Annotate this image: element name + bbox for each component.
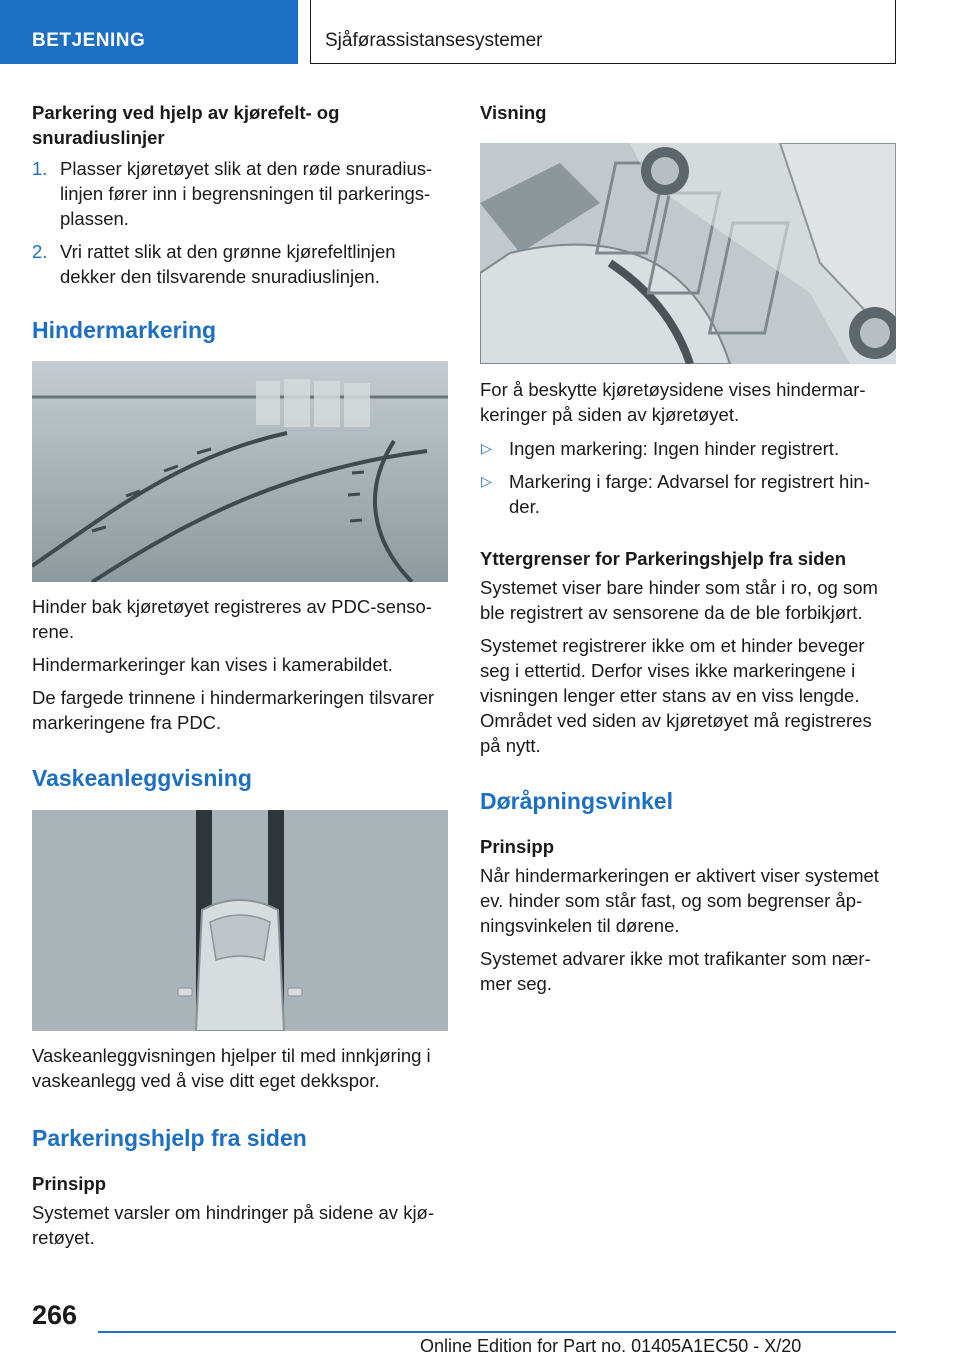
hinder-paragraph-1: Hinder bak kjøretøyet registreres av PDC-senso-rene. — [32, 596, 432, 642]
parking-steps — [32, 156, 448, 289]
hinder-paragraph-2: Hindermarkeringer kan vises i kamerabildet. — [32, 654, 393, 675]
hinder-heading: Hindermarkering — [32, 317, 217, 343]
list-item-text: Markering i farge: Advarsel for registrert hin-der. — [509, 471, 870, 517]
side-view-image — [480, 143, 896, 364]
step-text: Plasser kjøretøyet slik at den røde snuradius-linjen fører inn i begrensningen til parkerings-plassen. — [60, 158, 433, 229]
step-text: Vri rattet slik at den grønne kjørefeltlinjen dekker den tilsvarende snuradiuslinjen. — [60, 241, 396, 287]
left-column — [32, 100, 448, 1250]
step-item — [32, 156, 448, 231]
step-number: 1. — [32, 158, 48, 179]
section-title: BETJENING — [32, 30, 146, 51]
obstacle-marking-image — [32, 361, 448, 582]
limits-paragraph-2: Systemet registrerer ikke om et hinder beveger seg i ettertid. Derfor vises ikke markeringene i visningen lenger etter stans av en viss lengde. Området ved siden av kjøretøyet må registreres på nytt. — [480, 635, 872, 756]
step-item — [32, 239, 448, 289]
door-paragraph-1: Når hindermarkeringen er aktivert viser systemet ev. hinder som står fast, og som begrenser åp-ningsvinkelen til dørene. — [480, 865, 879, 936]
door-principle-subhead: Prinsipp — [480, 836, 555, 857]
wash-paragraph: Vaskeanleggvisningen hjelper til med innkjøring i vaskeanlegg ved å vise ditt eget dekkspor. — [32, 1045, 431, 1091]
door-heading: Døråpningsvinkel — [480, 788, 673, 814]
hinder-paragraph-3: De fargede trinnene i hindermarkeringen tilsvarer markeringene fra PDC. — [32, 687, 435, 733]
footer-rule — [98, 1331, 896, 1333]
page-number: 266 — [32, 1300, 78, 1330]
car-wash-image — [32, 810, 448, 1031]
wash-heading: Vaskeanleggvisning — [32, 765, 252, 791]
side-paragraph: Systemet varsler om hindringer på sidene av kjø-retøyet. — [32, 1202, 435, 1248]
list-item-text: Ingen markering: Ingen hinder registrert. — [509, 438, 840, 459]
view-title: Visning — [480, 102, 547, 123]
view-paragraph: For å beskytte kjøretøysidene vises hindermar-keringer på siden av kjøretøyet. — [480, 379, 866, 425]
right-column — [480, 100, 896, 996]
triangle-icon: ▷ — [481, 440, 492, 456]
marking-list — [480, 436, 896, 519]
step-number: 2. — [32, 241, 48, 262]
list-item — [480, 469, 896, 519]
side-parking-heading: Parkeringshjelp fra siden — [32, 1125, 307, 1151]
parking-lines-title: Parkering ved hjelp av kjørefelt- og snuradiuslinjer — [32, 102, 340, 148]
side-principle-subhead: Prinsipp — [32, 1173, 107, 1194]
limits-paragraph-1: Systemet viser bare hinder som står i ro, og som ble registrert av sensorene da de ble forbikjørt. — [480, 577, 878, 623]
triangle-icon: ▷ — [481, 473, 492, 489]
chapter-tab — [310, 0, 896, 64]
chapter-title: Sjåførassistansesystemer — [325, 30, 543, 51]
edition-label: Online Edition for Part no. 01405A1EC50 - X/20 — [420, 1336, 802, 1356]
list-item — [480, 436, 896, 461]
limits-title: Yttergrenser for Parkeringshjelp fra siden — [480, 548, 847, 569]
door-paragraph-2: Systemet advarer ikke mot trafikanter som nær-mer seg. — [480, 948, 871, 994]
section-tab — [0, 0, 298, 64]
